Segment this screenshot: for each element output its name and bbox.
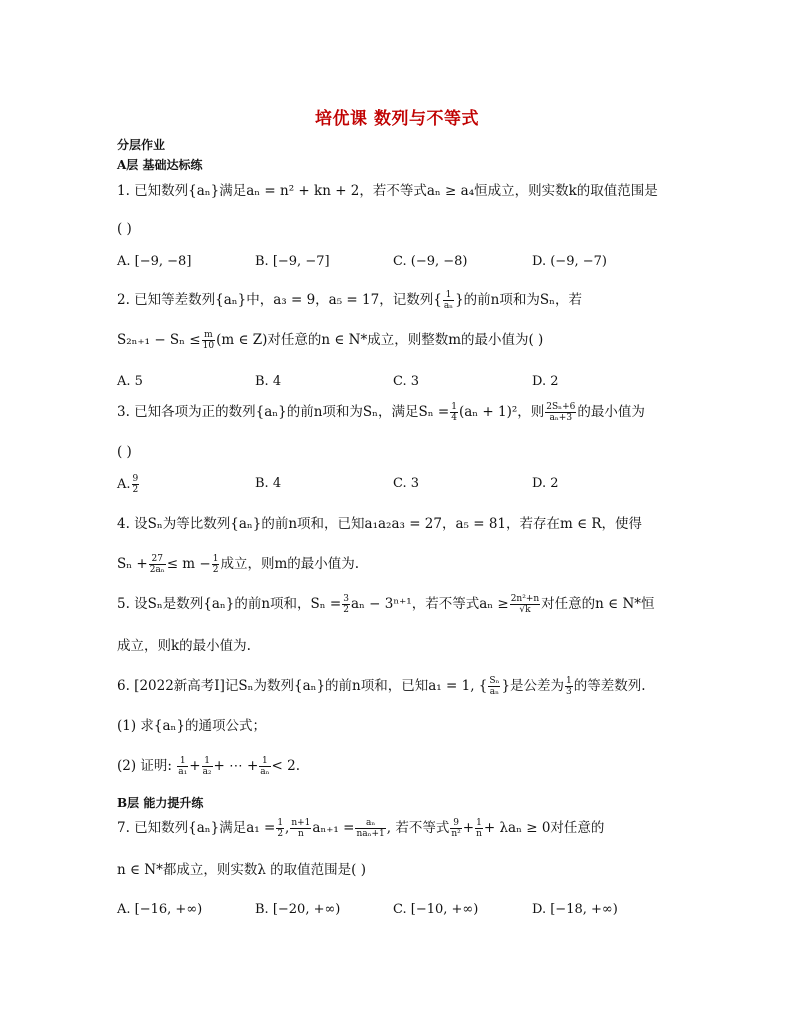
q3-line1-text-b: (aₙ + 1)²，则 bbox=[458, 404, 545, 420]
q7-fraction-2 bbox=[290, 818, 311, 839]
q5-frac1-num: 3 bbox=[343, 594, 349, 604]
q7-line1-text-e: + bbox=[462, 820, 475, 836]
q6-sub2-plus: + bbox=[189, 758, 201, 774]
q4-frac2-den: 2 bbox=[212, 565, 219, 575]
q2-line1-text-a: 2. 已知等差数列{aₙ}中，a₃ = 9，a₅ = 17，记数列{ bbox=[117, 292, 442, 308]
q1-option-a: A. [−9, −8] bbox=[117, 254, 192, 269]
q2-fraction-2 bbox=[202, 330, 215, 351]
q2-line2-text-a: S₂ₙ₊₁ − Sₙ ≤ bbox=[117, 332, 201, 348]
q3-frac2-num: 2Sₙ+6 bbox=[546, 402, 576, 412]
q3-fraction-2 bbox=[545, 402, 576, 423]
section-heading-main: 分层作业 bbox=[117, 138, 166, 152]
page-title: 培优课 数列与不等式 bbox=[315, 109, 479, 129]
q6-sub2 bbox=[117, 756, 300, 777]
section-heading-b: B层 能力提升练 bbox=[117, 796, 204, 810]
q3-option-a-label: A. bbox=[117, 477, 131, 492]
q2-frac2-num: m bbox=[202, 330, 215, 341]
q6-sub2-f3-den: aₙ bbox=[260, 767, 270, 777]
q2-fraction-1 bbox=[443, 290, 454, 311]
q2-frac2-den: 10 bbox=[202, 341, 215, 351]
q5-line1-text-b: aₙ − 3ⁿ⁺¹，若不等式aₙ ≥ bbox=[350, 596, 509, 612]
q7-fraction-4 bbox=[450, 818, 461, 839]
q3-line2: ( ) bbox=[117, 444, 132, 460]
q6-frac2-num: 1 bbox=[566, 676, 572, 686]
q5-frac2-den: √k bbox=[519, 605, 531, 615]
q7-fraction-5 bbox=[475, 818, 483, 839]
q7-frac3-num: aₙ bbox=[355, 818, 385, 829]
q7-line1-text-b: , bbox=[285, 820, 290, 836]
q4-line2-text-a: Sₙ + bbox=[117, 556, 148, 572]
q7-frac1-den: 2 bbox=[277, 829, 284, 839]
q7-line2: n ∈ N*都成立，则实数λ 的取值范围是( ) bbox=[117, 862, 367, 878]
q6-sub2-f1-den: a₁ bbox=[178, 767, 188, 777]
q7-fraction-1 bbox=[276, 818, 284, 839]
q7-frac2-num: n+1 bbox=[291, 818, 311, 828]
q2-option-a: A. 5 bbox=[117, 374, 143, 389]
q5-frac1-den: 2 bbox=[343, 605, 349, 615]
q3-fraction-1 bbox=[450, 402, 458, 423]
q6-sub2-f3-num: 1 bbox=[259, 756, 270, 767]
q7-option-a: A. [−16, +∞) bbox=[117, 902, 203, 917]
q4-line2-text-b: ≤ m − bbox=[166, 556, 211, 572]
q6-line1-text-a: 6. [2022新高考Ⅰ]记Sₙ为数列{aₙ}的前n项和，已知a₁ = 1, { bbox=[117, 678, 488, 694]
q1-line2: ( ) bbox=[117, 221, 132, 237]
q6-fraction-1 bbox=[488, 676, 500, 697]
q5-line1-text-a: 5. 设Sₙ是数列{aₙ}的前n项和，Sₙ = bbox=[117, 596, 342, 612]
q6-sub2-text-a: (2) 证明: bbox=[117, 758, 172, 774]
q6-sub2-f2-den: a₂ bbox=[202, 767, 212, 777]
q3-option-a-fraction bbox=[132, 474, 140, 495]
q3-opt-a-den: 2 bbox=[132, 485, 139, 495]
q6-frac1-den: aₙ bbox=[489, 687, 500, 697]
q2-frac1-den: aₙ bbox=[443, 301, 454, 311]
q4-line2 bbox=[117, 554, 359, 575]
q7-line1-text-a: 7. 已知数列{aₙ}满足a₁ = bbox=[117, 820, 276, 836]
q7-fraction-3 bbox=[355, 818, 385, 839]
q1-line1: 1. 已知数列{aₙ}满足aₙ = n² + kn + 2，若不等式aₙ ≥ a₄恒成立，则实数k的取值范围是 bbox=[117, 183, 658, 199]
q4-frac2-num: 1 bbox=[212, 554, 219, 564]
q3-line1-text-a: 3. 已知各项为正的数列{aₙ}的前n项和为Sₙ，满足Sₙ = bbox=[117, 404, 450, 420]
q6-sub2-fraction-2 bbox=[202, 756, 213, 777]
q7-line1-text-c: aₙ₊₁ = bbox=[312, 820, 355, 836]
q7-option-d: D. [−18, +∞) bbox=[532, 902, 618, 917]
q3-line1-text-c: 的最小值为 bbox=[577, 404, 645, 420]
q3-option-d: D. 2 bbox=[532, 476, 559, 491]
q6-sub2-fraction-3 bbox=[259, 756, 270, 777]
q7-option-b: B. [−20, +∞) bbox=[255, 902, 341, 917]
q5-line1 bbox=[117, 594, 655, 615]
q6-frac1-num: Sₙ bbox=[489, 676, 500, 686]
q6-sub1: (1) 求{aₙ}的通项公式； bbox=[117, 718, 266, 734]
q7-frac4-den: n² bbox=[451, 829, 461, 839]
q2-line2 bbox=[117, 330, 543, 351]
q3-frac1-num: 1 bbox=[451, 402, 457, 412]
section-heading-a: A层 基础达标练 bbox=[117, 158, 203, 172]
q1-option-b: B. [−9, −7] bbox=[255, 254, 330, 269]
q7-frac3-den: naₙ+1 bbox=[356, 829, 385, 839]
q3-frac1-den: 4 bbox=[451, 413, 457, 423]
q2-option-b: B. 4 bbox=[255, 374, 282, 389]
q7-frac4-num: 9 bbox=[450, 818, 461, 829]
q3-option-c: C. 3 bbox=[393, 476, 420, 491]
q4-fraction-2 bbox=[212, 554, 220, 575]
q4-frac1-den: 2aₙ bbox=[149, 565, 165, 575]
q2-line1 bbox=[117, 290, 582, 311]
q5-line2: 成立，则k的最小值为. bbox=[117, 638, 251, 654]
q3-frac2-den: aₙ+3 bbox=[549, 413, 573, 423]
q6-sub2-end: < 2. bbox=[271, 758, 301, 774]
q2-option-c: C. 3 bbox=[393, 374, 420, 389]
q3-option-a bbox=[117, 474, 140, 495]
q6-sub2-fraction-1 bbox=[177, 756, 188, 777]
q2-frac1-num: 1 bbox=[443, 290, 454, 301]
q6-line1-text-b: }是公差为 bbox=[501, 678, 565, 694]
q6-sub2-f1-num: 1 bbox=[177, 756, 188, 767]
q7-frac5-den: n bbox=[476, 829, 482, 839]
q6-line1-text-c: 的等差数列. bbox=[573, 678, 646, 694]
q7-line1-text-d: , 若不等式 bbox=[386, 820, 450, 836]
q5-fraction-2 bbox=[510, 594, 540, 615]
q7-line1-text-f: + λaₙ ≥ 0对任意的 bbox=[483, 820, 605, 836]
q5-fraction-1 bbox=[342, 594, 350, 615]
q7-frac1-num: 1 bbox=[277, 818, 284, 828]
q7-line1 bbox=[117, 818, 604, 839]
q1-option-c: C. (−9, −8) bbox=[393, 254, 468, 269]
q1-option-d: D. (−9, −7) bbox=[532, 254, 607, 269]
q5-frac2-num: 2n²+n bbox=[510, 594, 540, 604]
q6-line1 bbox=[117, 676, 646, 697]
q3-line1 bbox=[117, 402, 645, 423]
q6-sub2-f2-num: 1 bbox=[202, 756, 213, 767]
q4-frac1-num: 27 bbox=[149, 554, 166, 565]
q4-line1: 4. 设Sₙ为等比数列{aₙ}的前n项和，已知a₁a₂a₃ = 27，a₅ = 81，若存在m ∈ R，使得 bbox=[117, 516, 643, 532]
q3-option-b: B. 4 bbox=[255, 476, 282, 491]
q4-fraction-1 bbox=[149, 554, 166, 575]
q7-option-c: C. [−10, +∞) bbox=[393, 902, 479, 917]
q6-fraction-2 bbox=[565, 676, 573, 697]
q7-frac5-num: 1 bbox=[476, 818, 482, 828]
q2-line1-text-b: }的前n项和为Sₙ，若 bbox=[455, 292, 582, 308]
q6-frac2-den: 3 bbox=[566, 687, 572, 697]
q2-option-d: D. 2 bbox=[532, 374, 559, 389]
q2-line2-text-b: (m ∈ Z)对任意的n ∈ N*成立，则整数m的最小值为( ) bbox=[216, 332, 544, 348]
q3-opt-a-num: 9 bbox=[132, 474, 139, 484]
q4-line2-text-c: 成立，则m的最小值为. bbox=[220, 556, 360, 572]
q7-frac2-den: n bbox=[297, 829, 304, 839]
q5-line1-text-c: 对任意的n ∈ N*恒 bbox=[541, 596, 655, 612]
q6-sub2-mid: + ⋯ + bbox=[213, 758, 259, 774]
